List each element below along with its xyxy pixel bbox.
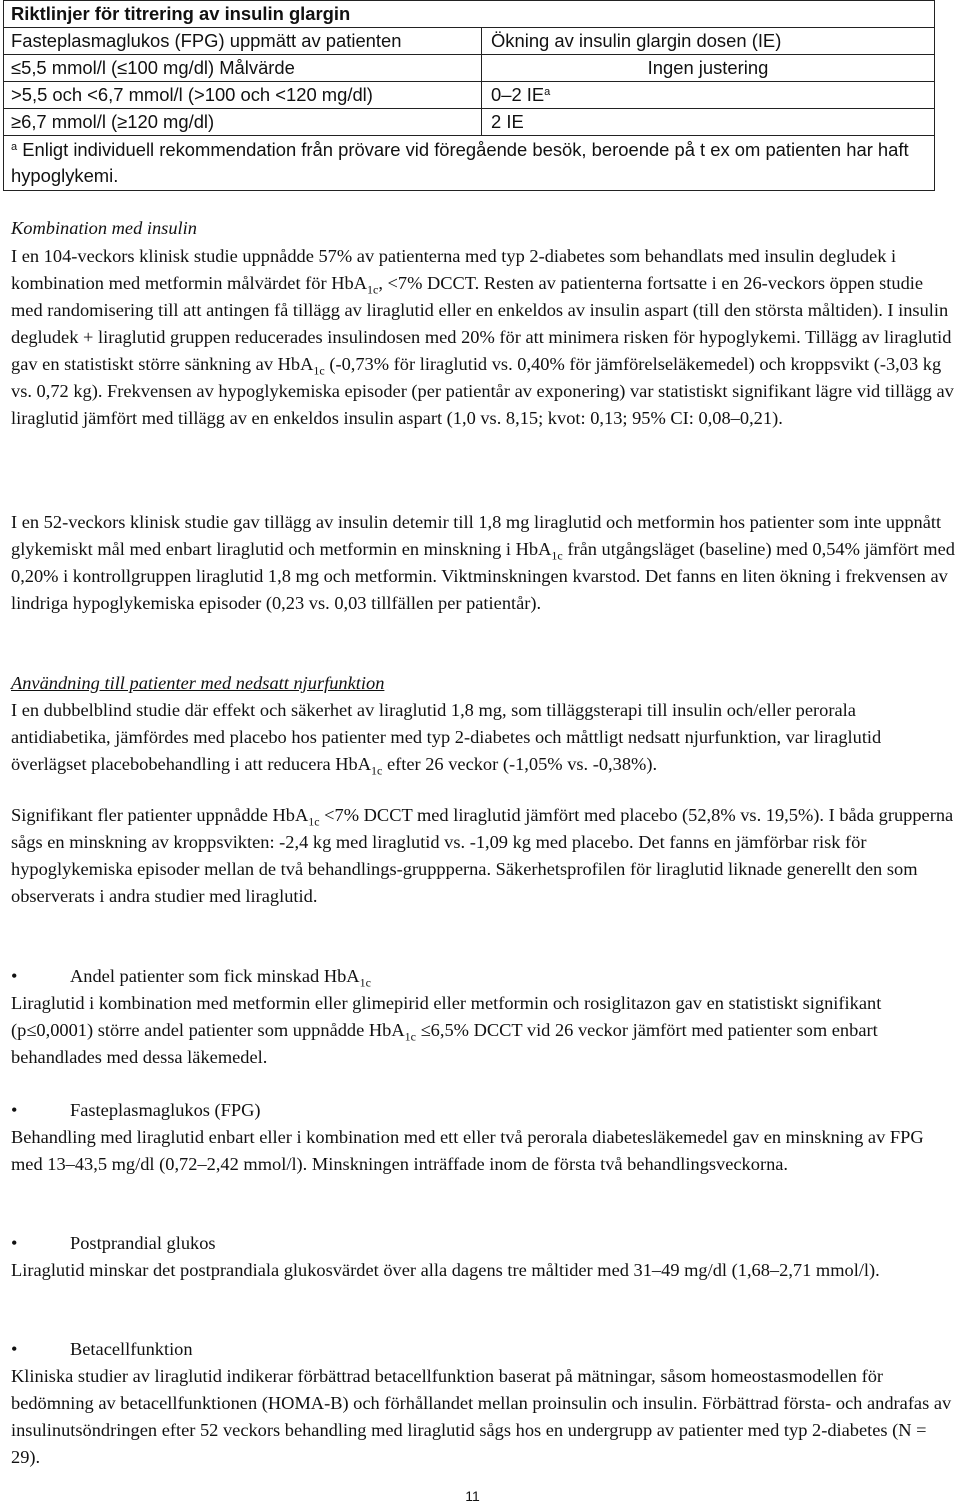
paragraph-hba1c bbox=[11, 990, 956, 1071]
page-number: 11 bbox=[465, 1488, 480, 1504]
text-run: Signifikant fler patienter uppnådde HbA bbox=[11, 805, 309, 825]
table-footnote-row bbox=[4, 136, 935, 191]
bullet-label: Fasteplasmaglukos (FPG) bbox=[70, 1100, 261, 1120]
subscript: 1c bbox=[359, 975, 371, 990]
paragraph-postprandial: Liraglutid minskar det postprandiala glukosvärdet över alla dagens tre måltider med 31‒49 mg/dl (1,68‒2,71 mmol/l). bbox=[11, 1260, 880, 1280]
paragraph-betacell: Kliniska studier av liraglutid indikerar förbättrad betacellfunktion baserat på mätningar, såsom homeostasmodellen för bedömning av betacellfunktionen (HOMA-B) och förhållandet mellan proinsulin och insulin. Förbättrad första- och andrafas av insulinutsöndringen efter 52 veckors behandling med liraglutid sågs hos en undergrupp av patienter med typ 2-diabetes (N = 29). bbox=[11, 1366, 952, 1467]
footnote-marker: a bbox=[11, 141, 18, 153]
section-heading-insulin: Kombination med insulin bbox=[11, 218, 197, 238]
table-cell: ≥6,7 mmol/l (≥120 mg/dl) bbox=[4, 109, 482, 136]
table-row bbox=[4, 109, 935, 136]
titration-table bbox=[3, 0, 935, 191]
paragraph-renal-results bbox=[11, 802, 956, 910]
footnote-text: Enligt individuell rekommendation från prövare vid föregående besök, beroende på t ex om patienten har haft hypoglykemi. bbox=[11, 139, 909, 186]
text-run: Liraglutid i kombination med metformin eller glimepirid eller metformin och rosiglitazon gav en statistiskt signifikant (p≤0,0001) större andel patienter som uppnådde HbA bbox=[11, 993, 882, 1040]
subscript: 1c bbox=[366, 282, 379, 297]
text-run: efter 26 veckor (-1,05% vs. -0,38%). bbox=[382, 754, 658, 774]
text-run: (-0,73% för liraglutid vs. 0,40% för jämförelseläkemedel) och kroppsvikt (-3,03 kg vs. 0,72 kg). Frekvensen av hypoglykemiska episoder (per patientår av exponering) var statistiskt signifikant lägre vid tillägg av liraglutid jämfört med tillägg av en enkeldos insulin aspart (1,0 vs. 8,15; kvot: 0,13; 95% CI: 0,08‒0,21). bbox=[11, 354, 954, 428]
table-row bbox=[4, 82, 935, 109]
bullet-icon: • bbox=[11, 1339, 18, 1359]
paragraph-insulin-combination bbox=[11, 243, 956, 432]
col1-header: Fasteplasmaglukos (FPG) uppmätt av patienten bbox=[4, 28, 482, 55]
col2-header: Ökning av insulin glargin dosen (IE) bbox=[482, 28, 935, 55]
section-heading-renal: Användning till patienter med nedsatt njurfunktion bbox=[11, 673, 385, 693]
bullet-label: Postprandial glukos bbox=[70, 1233, 216, 1253]
bullet-icon: • bbox=[11, 1100, 18, 1120]
text-run: , <7% DCCT. Resten av patienterna fortsatte i en 26-veckors öppen studie med randomisering till att antingen få tillägg av liraglutid eller en enkeldos av insulin aspart (till den största måltiden). I insulin degludek + liraglutid gruppen reducerades insulindosen med 20% för att minimera risken för hypoglykemi. Tillägg av liraglutid gav en statistiskt större sänkning av HbA bbox=[11, 273, 952, 374]
text-run: I en 104-veckors klinisk studie uppnådde 57% av patienterna med typ 2-diabetes som behandlats med insulin degludek i kombination med metformin målvärdet för HbA bbox=[11, 246, 897, 293]
text-run: I en 52-veckors klinisk studie gav tillägg av insulin detemir till 1,8 mg liraglutid och metformin hos patienter som inte uppnått glykemiskt mål med enbart liraglutid och metformin en minskning i HbA bbox=[11, 512, 942, 559]
table-title: Riktlinjer för titrering av insulin glargin bbox=[4, 1, 935, 28]
paragraph-fpg: Behandling med liraglutid enbart eller i kombination med ett eller två perorala diabetesläkemedel gav en minskning av FPG med 13‒43,5 mg/dl (0,72‒2,42 mmol/l). Minskningen inträffade inom de första två behandlingsveckorna. bbox=[11, 1127, 924, 1174]
bullet-icon: • bbox=[11, 1233, 18, 1253]
text-run: <7% DCCT med liraglutid jämfört med placebo (52,8% vs. 19,5%). I båda grupperna sågs en minskning av kroppsvikten: -2,4 kg med liraglutid vs. -1,09 kg med placebo. Det fanns en jämförbar risk för hypoglykemiska episoder mellan de två behandlings-gruppperna. Säkerhetsprofilen för liraglutid liknade generellt den som observerats i andra studier med liraglutid. bbox=[11, 805, 954, 906]
table-cell: Ingen justering bbox=[482, 55, 935, 82]
paragraph-insulin-detemir bbox=[11, 509, 956, 617]
cell-text: 0‒2 IE bbox=[491, 84, 545, 105]
subscript: 1c bbox=[551, 548, 563, 563]
text-run: ≤6,5% DCCT vid 26 veckor jämfört med patienter som enbart behandlades med dessa läkemedel. bbox=[11, 1020, 878, 1067]
subscript: 1c bbox=[313, 363, 325, 378]
table-footnote bbox=[4, 136, 935, 191]
text-run: I en dubbelblind studie där effekt och säkerhet av liraglutid 1,8 mg, som tilläggsterapi till insulin och/eller perorala antidiabetika, jämfördes med placebo hos patienter med typ 2-diabetes och måttligt nedsatt njurfunktion, var liraglutid överlägset placebobehandling i att reducera HbA bbox=[11, 700, 882, 774]
subscript: 1c bbox=[308, 814, 320, 829]
subscript: 1c bbox=[404, 1029, 416, 1044]
table-cell: 2 IE bbox=[482, 109, 935, 136]
footnote-ref: a bbox=[544, 86, 551, 98]
text-run: Andel patienter som fick minskad HbA bbox=[70, 966, 360, 986]
text-run: från utgångsläget (baseline) med 0,54% jämfört med 0,20% i kontrollgruppen liraglutid 1,8 mg och metformin. Viktminskningen kvarstod. Det fanns en liten ökning i frekvensen av lindriga hypoglykemiska episoder (0,23 vs. 0,03 tillfällen per patientår). bbox=[11, 539, 955, 613]
table-cell bbox=[482, 82, 935, 109]
bullet-label bbox=[70, 963, 371, 990]
subscript: 1c bbox=[371, 763, 383, 778]
table-header-row bbox=[4, 28, 935, 55]
table-row bbox=[4, 55, 935, 82]
paragraph-renal-study bbox=[11, 697, 956, 778]
table-cell: >5,5 och <6,7 mmol/l (>100 och <120 mg/dl) bbox=[4, 82, 482, 109]
bullet-icon: • bbox=[11, 966, 18, 986]
bullet-label: Betacellfunktion bbox=[70, 1339, 193, 1359]
table-cell: ≤5,5 mmol/l (≤100 mg/dl) Målvärde bbox=[4, 55, 482, 82]
